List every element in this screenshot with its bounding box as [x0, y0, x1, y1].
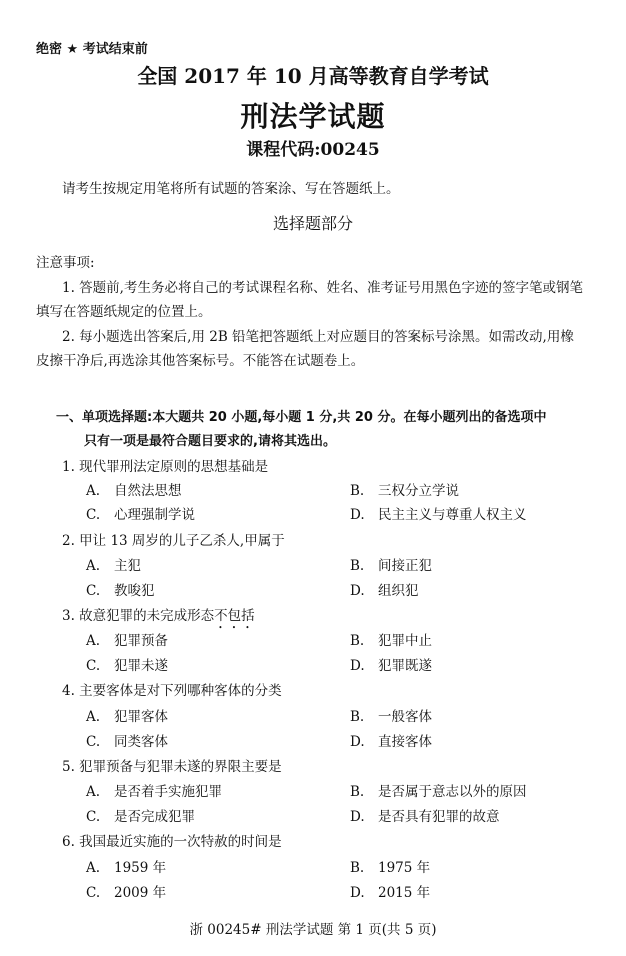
- note-1-line-2: 填写在答题纸规定的位置上。: [36, 304, 212, 320]
- option-text: 2015 年: [378, 885, 431, 901]
- option-letter: C.: [86, 507, 101, 523]
- option-text: 2009 年: [114, 885, 167, 901]
- exam-title: 全国 2017 年 10 月高等教育自学考试: [137, 64, 489, 88]
- option-d: [350, 805, 500, 825]
- option-b: [350, 780, 527, 800]
- option-b: [350, 856, 430, 876]
- note-2-line-2: 皮擦干净后,再选涂其他答案标号。不能答在试题卷上。: [36, 353, 365, 369]
- option-d: [350, 730, 432, 750]
- option-letter: C.: [86, 885, 101, 901]
- option-letter: D.: [350, 658, 365, 674]
- option-a: [86, 554, 141, 574]
- option-c: [86, 654, 168, 674]
- option-text: 1959 年: [114, 860, 167, 876]
- question-stem: 1. 现代罪刑法定原则的思想基础是: [62, 459, 269, 475]
- option-d: [350, 579, 419, 599]
- question-stem: [62, 604, 255, 632]
- option-b: [350, 554, 432, 574]
- option-c: [86, 730, 168, 750]
- general-instruction: 请考生按规定用笔将所有试题的答案涂、写在答题纸上。: [62, 181, 400, 197]
- part-heading-line-2: 只有一项是最符合题目要求的,请将其选出。: [84, 434, 336, 449]
- option-c: [86, 805, 195, 825]
- note-1-line-1: 1. 答题前,考生务必将自己的考试课程名称、姓名、准考证号用黑色字迹的签字笔或钢笔: [62, 280, 583, 296]
- option-text: 主犯: [114, 558, 141, 574]
- option-text: 犯罪既遂: [378, 658, 432, 674]
- option-a: [86, 629, 168, 649]
- option-letter: B.: [350, 633, 365, 649]
- option-text: 心理强制学说: [114, 507, 195, 523]
- option-text: 犯罪未遂: [114, 658, 168, 674]
- option-text: 民主主义与尊重人权主义: [378, 507, 527, 523]
- option-letter: A.: [86, 633, 101, 649]
- option-text: 犯罪中止: [378, 633, 432, 649]
- option-letter: C.: [86, 734, 101, 750]
- option-c: [86, 579, 155, 599]
- option-letter: B.: [350, 860, 365, 876]
- option-b: [350, 629, 432, 649]
- question-stem: 4. 主要客体是对下列哪种客体的分类: [62, 683, 282, 699]
- subject-title: 刑法学试题: [240, 100, 386, 133]
- option-letter: C.: [86, 809, 101, 825]
- option-text: 犯罪客体: [114, 709, 168, 725]
- option-a: [86, 479, 182, 499]
- section-title: 选择题部分: [272, 214, 353, 233]
- option-a: [86, 705, 168, 725]
- note-2-line-1: 2. 每小题选出答案后,用 2B 铅笔把答题纸上对应题目的答案标号涂黑。如需改动,用橡: [62, 329, 574, 345]
- option-letter: A.: [86, 860, 101, 876]
- option-text: 间接正犯: [378, 558, 432, 574]
- option-text: 是否着手实施犯罪: [114, 784, 222, 800]
- option-letter: B.: [350, 483, 365, 499]
- option-letter: D.: [350, 885, 365, 901]
- option-text: 组织犯: [378, 583, 419, 599]
- notes-heading: 注意事项:: [36, 255, 95, 271]
- option-text: 1975 年: [378, 860, 431, 876]
- option-letter: B.: [350, 784, 365, 800]
- confidential-label: 绝密 ★ 考试结束前: [36, 42, 148, 57]
- option-letter: B.: [350, 558, 365, 574]
- option-text: 直接客体: [378, 734, 432, 750]
- option-a: [86, 856, 166, 876]
- option-b: [350, 705, 432, 725]
- option-d: [350, 503, 527, 523]
- option-letter: C.: [86, 583, 101, 599]
- option-d: [350, 654, 432, 674]
- option-letter: C.: [86, 658, 101, 674]
- question-stem: 5. 犯罪预备与犯罪未遂的界限主要是: [62, 759, 282, 775]
- option-text: 是否完成犯罪: [114, 809, 195, 825]
- option-d: [350, 881, 430, 901]
- page-footer: 浙 00245# 刑法学试题 第 1 页(共 5 页): [189, 922, 437, 938]
- option-letter: A.: [86, 483, 101, 499]
- option-letter: A.: [86, 709, 101, 725]
- option-text: 是否属于意志以外的原因: [378, 784, 527, 800]
- option-c: [86, 503, 195, 523]
- option-letter: A.: [86, 558, 101, 574]
- emphasized-word: 不包括: [214, 608, 255, 624]
- option-text: 三权分立学说: [378, 483, 459, 499]
- option-a: [86, 780, 222, 800]
- question-stem: 2. 甲让 13 周岁的儿子乙杀人,甲属于: [62, 533, 285, 549]
- course-code: 课程代码:00245: [246, 140, 380, 160]
- option-text: 同类客体: [114, 734, 168, 750]
- option-letter: D.: [350, 734, 365, 750]
- question-stem: 6. 我国最近实施的一次特赦的时间是: [62, 834, 282, 850]
- option-c: [86, 881, 166, 901]
- option-letter: D.: [350, 507, 365, 523]
- option-b: [350, 479, 459, 499]
- option-text: 是否具有犯罪的故意: [378, 809, 500, 825]
- option-letter: D.: [350, 583, 365, 599]
- option-letter: D.: [350, 809, 365, 825]
- question-stem-text: 3. 故意犯罪的未完成形态: [62, 608, 215, 624]
- option-letter: B.: [350, 709, 365, 725]
- option-text: 犯罪预备: [114, 633, 168, 649]
- option-text: 教唆犯: [114, 583, 155, 599]
- option-text: 自然法思想: [114, 483, 182, 499]
- option-text: 一般客体: [378, 709, 432, 725]
- part-heading-line-1: 一、单项选择题:本大题共 20 小题,每小题 1 分,共 20 分。在每小题列出的备选项中: [56, 410, 547, 425]
- option-letter: A.: [86, 784, 101, 800]
